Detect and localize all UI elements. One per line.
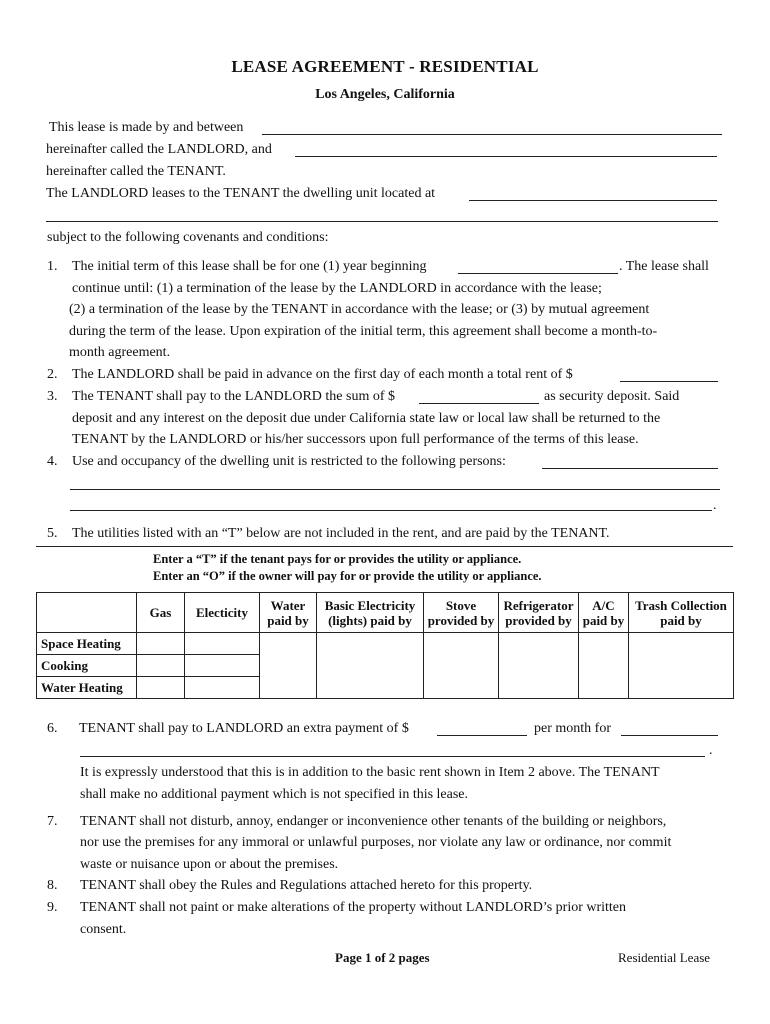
cell-trash[interactable] bbox=[629, 633, 734, 699]
row-label-space-heating: Space Heating bbox=[37, 633, 137, 655]
item-1-line-5: month agreement. bbox=[69, 345, 171, 360]
intro-line-5: subject to the following covenants and conditions: bbox=[47, 230, 329, 245]
item-6-line-2: It is expressly understood that this is in addition to the basic rent shown in Item 2 above. The TENANT bbox=[80, 765, 660, 780]
extra-payment-purpose-blank-2[interactable] bbox=[80, 756, 705, 757]
item-8-number: 8. bbox=[47, 878, 58, 893]
utilities-header-row bbox=[37, 593, 734, 633]
header-ac: A/C paid by bbox=[579, 593, 629, 633]
item-1-line-4: during the term of the lease. Upon expiration of the initial term, this agreement shall become a month-to- bbox=[69, 324, 658, 339]
header-stove: Stove provided by bbox=[424, 593, 499, 633]
item-3-line-3: TENANT by the LANDLORD or his/her successors upon full performance of the terms of this lease. bbox=[72, 432, 639, 447]
document-location: Los Angeles, California bbox=[315, 87, 455, 102]
address-blank-1[interactable] bbox=[469, 200, 717, 201]
header-gas: Gas bbox=[137, 593, 185, 633]
item-5-number: 5. bbox=[47, 526, 58, 541]
intro-line-2: hereinafter called the LANDLORD, and bbox=[46, 142, 272, 157]
cell-ac[interactable] bbox=[579, 633, 629, 699]
page-number: Page 1 of 2 pages bbox=[335, 950, 430, 965]
utilities-rule bbox=[36, 546, 733, 547]
item-9-line-1: TENANT shall not paint or make alterations of the property without LANDLORD’s prior written bbox=[80, 900, 627, 915]
item-9-number: 9. bbox=[47, 900, 58, 915]
occupants-blank-3[interactable] bbox=[70, 510, 712, 511]
cell-refrigerator[interactable] bbox=[499, 633, 579, 699]
utilities-instruction-1: Enter a “T” if the tenant pays for or provides the utility or appliance. bbox=[153, 552, 522, 566]
document-title: LEASE AGREEMENT - RESIDENTIAL bbox=[231, 57, 539, 76]
occupants-blank-1[interactable] bbox=[542, 468, 718, 469]
item-9-line-2: consent. bbox=[80, 922, 127, 937]
cell-water-heating-electricity[interactable] bbox=[185, 677, 260, 699]
item-8-line-1: TENANT shall obey the Rules and Regulations attached hereto for this property. bbox=[80, 878, 533, 893]
item-1-line-1: The initial term of this lease shall be for one (1) year beginning bbox=[72, 259, 427, 274]
item-6-period: . bbox=[709, 743, 713, 758]
item-6-line-3: shall make no additional payment which is not specified in this lease. bbox=[80, 787, 469, 802]
header-basic-electricity: Basic Electricity (lights) paid by bbox=[317, 593, 424, 633]
rent-amount-blank[interactable] bbox=[620, 381, 718, 382]
utilities-instruction-2: Enter an “O” if the owner will pay for or provide the utility or appliance. bbox=[153, 569, 542, 583]
address-blank-2[interactable] bbox=[46, 221, 718, 222]
item-3-line-2: deposit and any interest on the deposit due under California state law or local law shall be returned to the bbox=[72, 411, 661, 426]
cell-cooking-electricity[interactable] bbox=[185, 655, 260, 677]
item-1-line-2: continue until: (1) a termination of the lease by the LANDLORD in accordance with the lease; bbox=[72, 281, 602, 296]
item-7-line-3: waste or nuisance upon or about the premises. bbox=[80, 857, 339, 872]
extra-payment-blank[interactable] bbox=[437, 735, 527, 736]
item-3-number: 3. bbox=[47, 389, 58, 404]
deposit-amount-blank[interactable] bbox=[419, 403, 539, 404]
extra-payment-purpose-blank[interactable] bbox=[621, 735, 718, 736]
row-label-water-heating: Water Heating bbox=[37, 677, 137, 699]
item-2-line-1: The LANDLORD shall be paid in advance on the first day of each month a total rent of $ bbox=[72, 367, 573, 382]
table-row bbox=[37, 633, 734, 655]
item-7-line-1: TENANT shall not disturb, annoy, endanger or inconvenience other tenants of the building or neighbors, bbox=[80, 814, 667, 829]
item-3-line-1-end: as security deposit. Said bbox=[544, 389, 680, 404]
cell-cooking-gas[interactable] bbox=[137, 655, 185, 677]
item-6-line-1: TENANT shall pay to LANDLORD an extra payment of $ bbox=[79, 721, 409, 736]
cell-water-heating-gas[interactable] bbox=[137, 677, 185, 699]
item-7-line-2: nor use the premises for any immoral or unlawful purposes, nor violate any law or ordinance, nor commit bbox=[80, 835, 672, 850]
header-trash: Trash Collection paid by bbox=[629, 593, 734, 633]
item-7-number: 7. bbox=[47, 814, 58, 829]
header-refrigerator: Refrigerator provided by bbox=[499, 593, 579, 633]
intro-line-3: hereinafter called the TENANT. bbox=[46, 164, 226, 179]
item-6-number: 6. bbox=[47, 721, 58, 736]
utilities-table bbox=[36, 592, 734, 699]
item-5-line-1: The utilities listed with an “T” below are not included in the rent, and are paid by the TENANT. bbox=[72, 526, 610, 541]
intro-line-1: This lease is made by and between bbox=[49, 120, 244, 135]
item-3-line-1: The TENANT shall pay to the LANDLORD the sum of $ bbox=[72, 389, 395, 404]
item-1-line-3: (2) a termination of the lease by the TENANT in accordance with the lease; or (3) by mutual agreement bbox=[69, 302, 650, 317]
intro-line-4: The LANDLORD leases to the TENANT the dwelling unit located at bbox=[46, 186, 436, 201]
item-4-period: . bbox=[713, 498, 717, 513]
item-1-line-1-end: . The lease shall bbox=[619, 259, 709, 274]
document-footer-name: Residential Lease bbox=[618, 950, 711, 965]
start-date-blank[interactable] bbox=[458, 273, 618, 274]
party-blank-1[interactable] bbox=[262, 134, 722, 135]
occupants-blank-2[interactable] bbox=[70, 489, 720, 490]
cell-basic-electricity[interactable] bbox=[317, 633, 424, 699]
item-1-number: 1. bbox=[47, 259, 58, 274]
cell-space-heating-gas[interactable] bbox=[137, 633, 185, 655]
item-6-per-month: per month for bbox=[534, 721, 611, 736]
item-4-line-1: Use and occupancy of the dwelling unit is restricted to the following persons: bbox=[72, 454, 506, 469]
cell-space-heating-electricity[interactable] bbox=[185, 633, 260, 655]
cell-water[interactable] bbox=[260, 633, 317, 699]
header-water: Water paid by bbox=[260, 593, 317, 633]
header-blank bbox=[37, 593, 137, 633]
item-2-number: 2. bbox=[47, 367, 58, 382]
header-electricity: Electicity bbox=[185, 593, 260, 633]
item-4-number: 4. bbox=[47, 454, 58, 469]
row-label-cooking: Cooking bbox=[37, 655, 137, 677]
party-blank-2[interactable] bbox=[295, 156, 717, 157]
cell-stove[interactable] bbox=[424, 633, 499, 699]
